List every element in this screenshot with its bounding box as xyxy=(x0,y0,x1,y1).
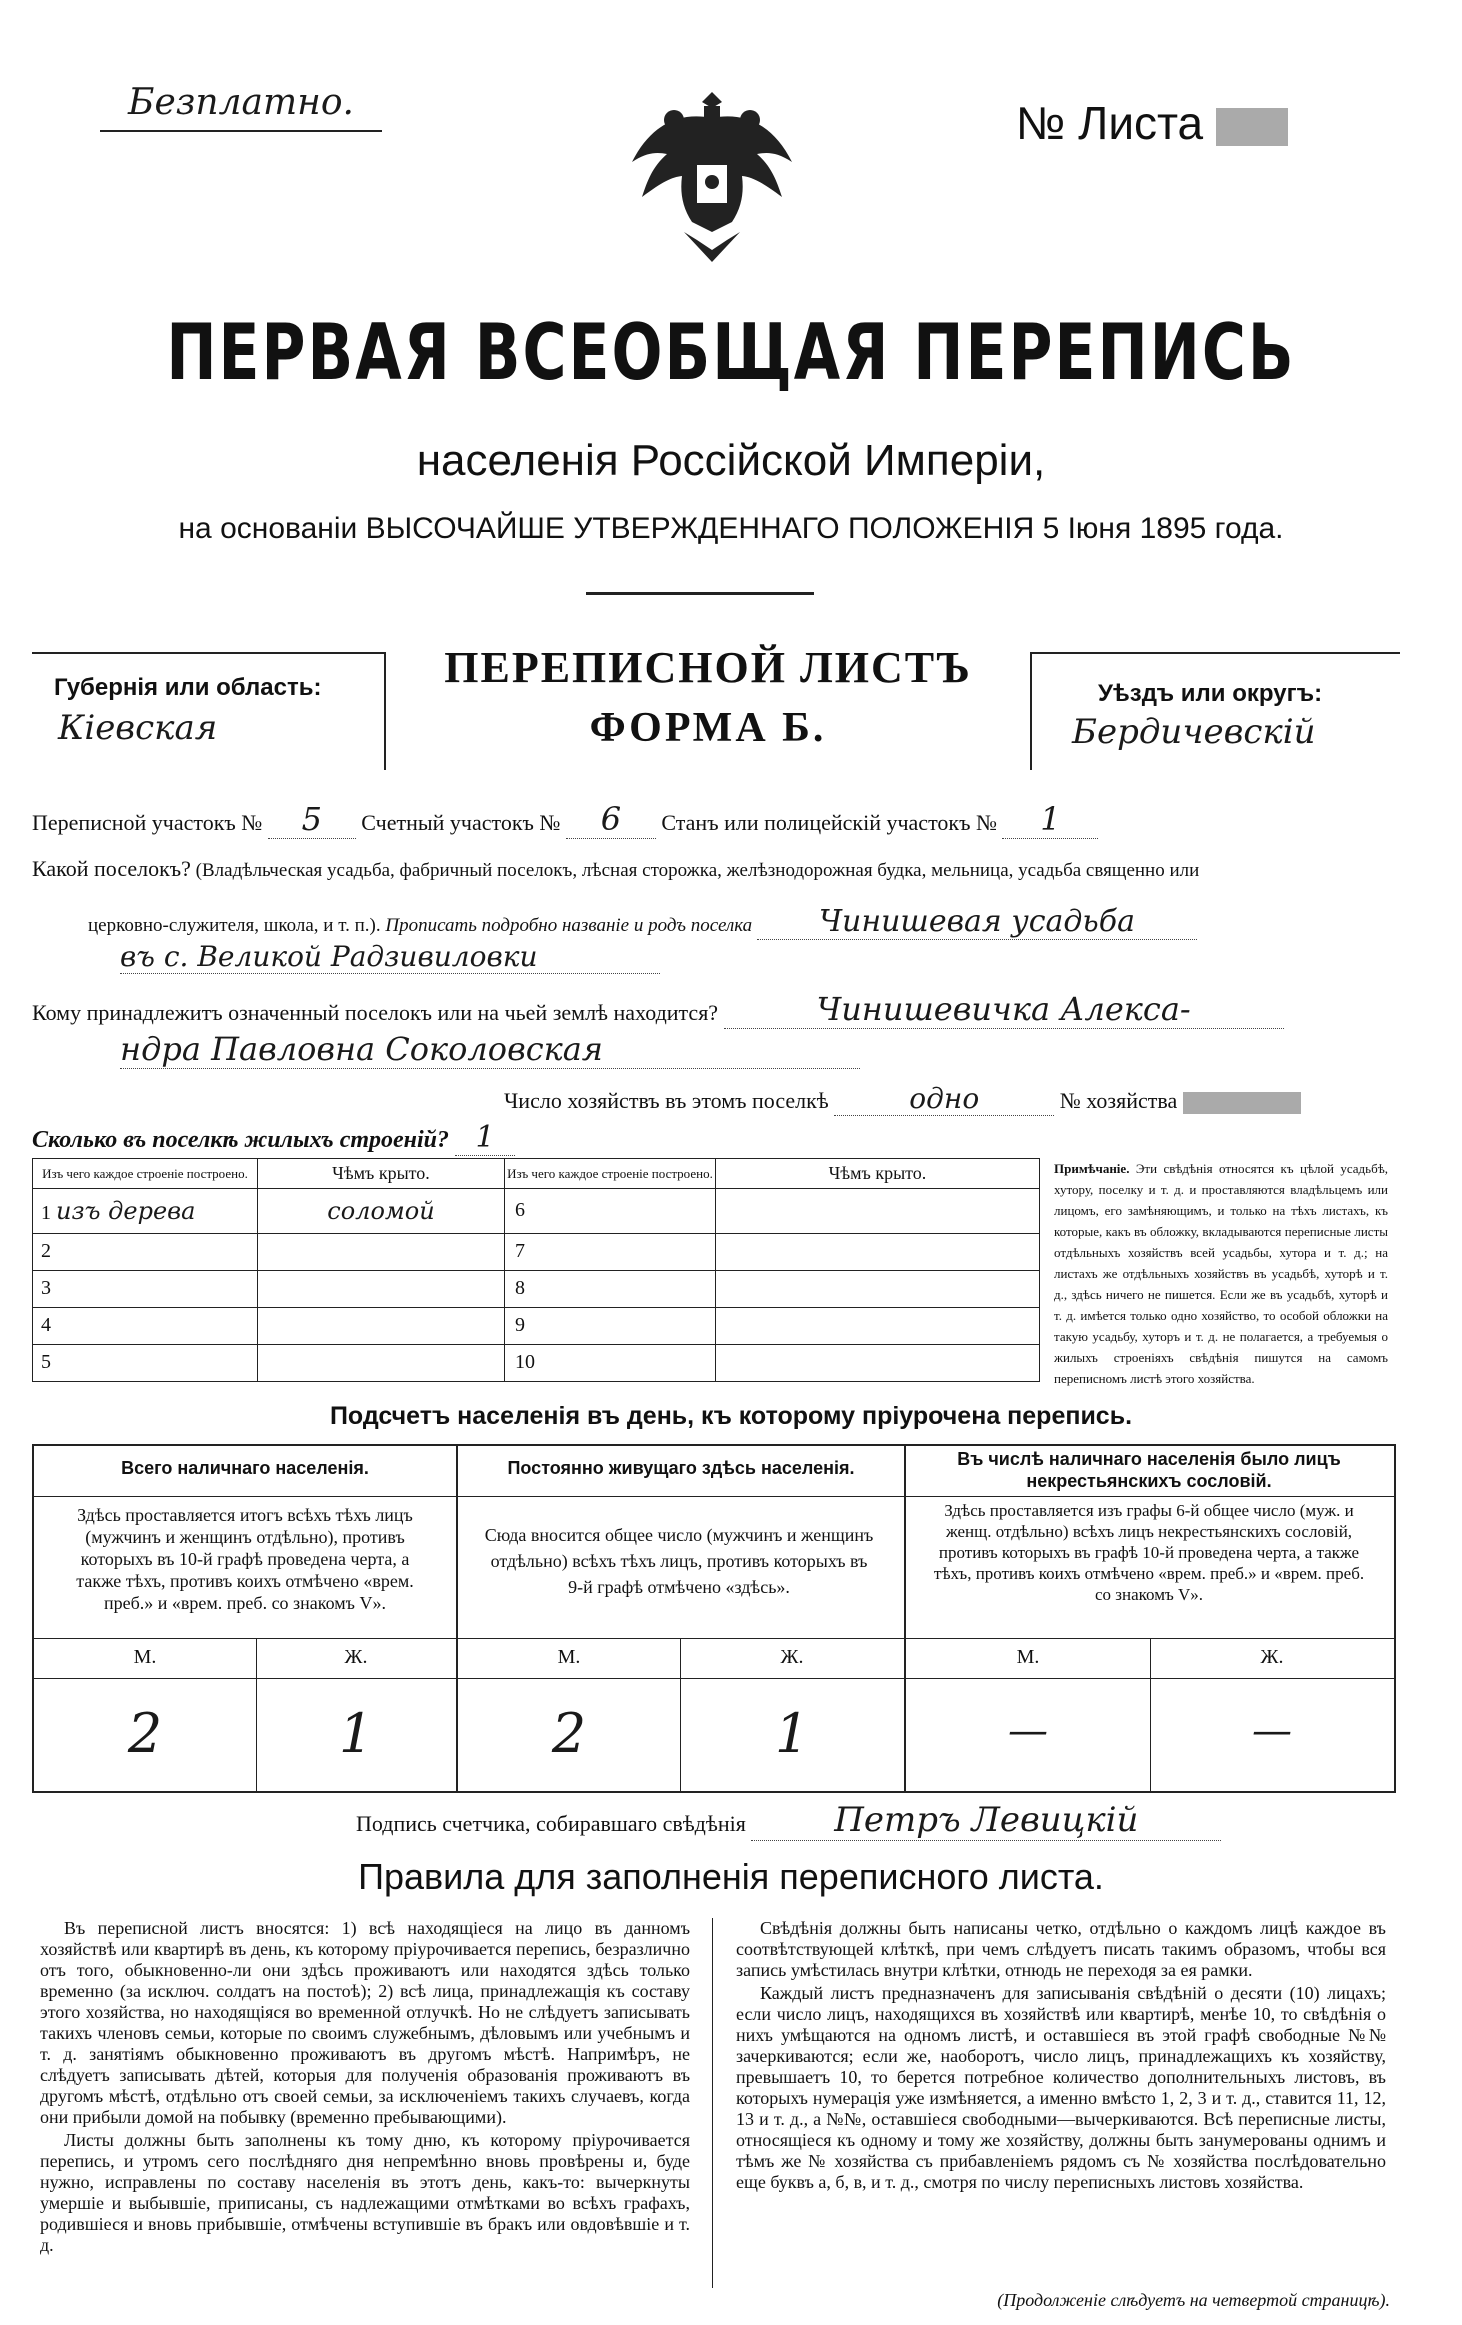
permanent-female-value: 1 xyxy=(774,1702,810,1765)
row-num: 4 xyxy=(33,1307,258,1344)
buildings-line xyxy=(32,1120,832,1156)
row-num: 3 xyxy=(33,1270,258,1307)
note-text: Эти свѣдѣнія относятся къ цѣлой усадьбѣ, хутору, поселку и т. д. и проставляются владѣльцемъ или лицомъ, его замѣняющимъ, и только на тѣхъ листахъ, къ которые, какъ въ обложку, вкладываются переписные листы отдѣльныхъ хозяйствъ всей усадьбы, хутора и т. д.; на листахъ же отдѣльныхъ хозяйствъ въ усадьбѣ, хуторѣ и т. д., здѣсь ничего не пишется. Если же въ усадьбѣ, хуторѣ и т. д. имѣется только одно хозяйство, то особой обложки на такую усадьбу, хуторъ и т. д. не полагается, а требуемыя о жилыхъ строеніяхъ свѣдѣнія пишутся на самомъ переписномъ листѣ этого хозяйства. xyxy=(1054,1161,1388,1386)
signature-label: Подпись счетчика, собиравшаго свѣдѣнія xyxy=(356,1811,746,1836)
row-num: 10 xyxy=(505,1344,716,1381)
row-num: 8 xyxy=(505,1270,716,1307)
gubernia-box xyxy=(32,652,386,770)
table-row xyxy=(33,1270,1040,1307)
gubernia-label: Губернія или область: xyxy=(54,674,322,701)
household-no-value xyxy=(1183,1092,1301,1114)
col3-title: Въ числѣ наличнаго населенія было лицъ некрестьянскихъ сословій. xyxy=(957,1449,1341,1491)
cell-roof xyxy=(716,1307,1040,1344)
table-row xyxy=(33,1344,1040,1381)
poselok-line-2 xyxy=(88,904,1388,940)
signature-line xyxy=(356,1800,1396,1841)
col-material-header: Изъ чего каждое строеніе построено. xyxy=(33,1159,258,1189)
col-material-header-2: Изъ чего каждое строеніе построено. xyxy=(505,1159,716,1189)
buildings-table xyxy=(32,1158,1040,1382)
poselok-value-1: Чинишевая усадьба xyxy=(757,904,1197,940)
poselok-hint-1: (Владѣльческая усадьба, фабричный поселокъ, лѣсная сторожка, желѣзнодорожная будка, мельница, усадьба священно или xyxy=(195,860,1200,881)
row-num: 2 xyxy=(33,1233,258,1270)
signature-value: Петръ Левицкій xyxy=(751,1800,1221,1841)
cell-material: изъ дерева xyxy=(56,1196,196,1225)
f-label-2: Ж. xyxy=(780,1646,804,1668)
perepis-uchastok-value: 5 xyxy=(268,800,356,839)
col2-title: Постоянно живущаго здѣсь населенія. xyxy=(507,1458,855,1478)
table-row xyxy=(33,1189,1040,1234)
household-no-label: № хозяйства xyxy=(1059,1088,1178,1113)
poselok-instruction: Прописать подробно названіе и родъ поселка xyxy=(385,915,753,936)
cell-roof xyxy=(258,1344,505,1381)
title-divider xyxy=(586,592,814,595)
m-label-3: М. xyxy=(1016,1646,1040,1668)
rules-right-paragraph-2: Каждый листъ предназначенъ для записыванія свѣдѣній о десяти (10) лицахъ; если число лицъ, находящихся въ хозяйствѣ или квартирѣ, менѣе 10, то свѣдѣнія о нихъ умѣщаются на одномъ листѣ, и оставшіеся въ этой графѣ свободные №№ зачеркиваются; если же, наоборотъ, число лицъ, принадлежащихъ къ хозяйству, превышаетъ 10, то берется потребное количество дополнительныхъ листовъ, въ которыхъ нумерація уже измѣняется, а именно вмѣсто 1, 2, 3 и т. д., ставится 11, 12, 13 и т. д., а №№, оставшіеся свободными—вычеркиваются. Всѣ переписные листы, относящіеся къ одному и тому же хозяйству, должны быть занумерованы однимъ и тѣмъ же № хозяйства съ прибавленіемъ рядомъ съ № хозяйства послѣдовательно еще буквъ а, б, в, и т. д., смотря по числу переписныхъ листовъ хозяйства. xyxy=(736,1983,1386,2192)
col-roof-header-2: Чѣмъ крыто. xyxy=(716,1159,1040,1189)
form-title: ПЕРЕПИСНОЙ ЛИСТЪ xyxy=(444,643,972,692)
population-title: Подсчетъ населенія въ день, къ которому пріурочена перепись. xyxy=(329,1402,1133,1430)
uezd-label: Уѣздъ или округъ: xyxy=(1098,680,1323,707)
owner-label: Кому принадлежитъ означенный поселокъ или на чьей землѣ находится? xyxy=(32,1000,719,1025)
total-male-value: 2 xyxy=(127,1702,163,1765)
households-label: Число хозяйствъ въ этомъ поселкѣ xyxy=(504,1088,829,1113)
row-num: 7 xyxy=(505,1233,716,1270)
rules-title: Правила для заполненія переписного листа. xyxy=(358,1856,1104,1897)
cell-roof xyxy=(258,1233,505,1270)
rules-continued: (Продолженіе слѣдуетъ на четвертой страницѣ). xyxy=(997,2290,1390,2310)
row-num: 9 xyxy=(505,1307,716,1344)
sheet-number-value xyxy=(1216,108,1288,146)
col1-title: Всего наличнаго населенія. xyxy=(121,1458,369,1478)
nonpeasant-female-value: — xyxy=(1252,1708,1292,1754)
row-num: 1 xyxy=(41,1201,51,1224)
rules-left-column xyxy=(40,1918,690,2258)
cell-roof xyxy=(716,1189,1040,1234)
col1-desc: Здѣсь проставляется итогъ всѣхъ тѣхъ лицъ (мужчинъ и женщинъ отдѣльно), противъ которыхъ въ 10-й графѣ проведена черта, а также тѣхъ, противъ коихъ отмѣчено «врем. преб.» и «врем. преб. со знакомъ V». xyxy=(76,1505,414,1613)
poselok-value-2: въ с. Великой Радзивиловки xyxy=(120,940,660,974)
form-name: ФОРМА Б. xyxy=(589,705,827,751)
cell-roof xyxy=(716,1270,1040,1307)
cell-roof xyxy=(716,1344,1040,1381)
poselok-hint-2: церковно-служителя, школа, и т. п.). xyxy=(88,915,381,936)
table-row xyxy=(33,1307,1040,1344)
perepis-uchastok-label: Переписной участокъ № xyxy=(32,810,263,835)
owner-line xyxy=(32,990,1402,1029)
gubernia-value: Кіевская xyxy=(58,708,218,748)
permanent-male-value: 2 xyxy=(551,1702,587,1765)
col3-desc: Здѣсь проставляется изъ графы 6-й общее число (муж. и женщ. отдѣльно) всѣхъ лицъ некрестьянскихъ сословій, противъ которыхъ въ графѣ 10-й проведена черта, а также тѣхъ, противъ коихъ отмѣчено «врем. преб.» и «врем. преб. со знакомъ V». xyxy=(933,1501,1365,1604)
rules-column-divider xyxy=(712,1918,713,2288)
poselok-line-1 xyxy=(32,856,1402,882)
page-subtitle: населенія Россійской Имперіи, xyxy=(416,436,1046,485)
buildings-label: Сколько въ поселкѣ жилыхъ строеній? xyxy=(32,1127,449,1153)
basis-line: на основаніи ВЫСОЧАЙШЕ УТВЕРЖДЕННАГО ПОЛОЖЕНІЯ 5 Іюня 1895 года. xyxy=(178,512,1284,545)
cell-roof xyxy=(258,1307,505,1344)
table-row xyxy=(33,1233,1040,1270)
schetny-value: 6 xyxy=(566,800,656,839)
rules-right-column xyxy=(736,1918,1386,2195)
stan-label: Станъ или полицейскій участокъ № xyxy=(661,810,997,835)
buildings-value: 1 xyxy=(455,1120,515,1156)
uchastok-line xyxy=(32,800,1392,839)
row-num: 5 xyxy=(33,1344,258,1381)
households-line xyxy=(504,1082,1404,1116)
f-label-3: Ж. xyxy=(1260,1646,1284,1668)
m-label-1: М. xyxy=(133,1646,157,1668)
poselok-label: Какой поселокъ? xyxy=(32,856,191,881)
sheet-number xyxy=(1016,96,1288,150)
page-title: ПЕРВАЯ ВСЕОБЩАЯ ПЕРЕПИСЬ xyxy=(166,307,1296,399)
f-label-1: Ж. xyxy=(344,1646,368,1668)
note-block xyxy=(1054,1158,1388,1389)
rules-left-paragraph-1: Въ переписной листъ вносятся: 1) всѣ находящіеся на лицо въ данномъ хозяйствѣ или квартирѣ въ день, къ которому пріурочивается перепись, безразлично отъ того, обыкновенно-ли они здѣсь проживаютъ или находятся здѣсь только временно (за исключ. солдатъ на постоѣ); 2) всѣ лица, принадлежащія къ составу этого хозяйства, но находящіяся во временной отлучкѣ. Но не слѣдуетъ записывать такихъ членовъ семьи, которые по своимъ служебнымъ, дѣловымъ или учебнымъ и т. д. занятіямъ обыкновенно проживаютъ въ другомъ мѣстѣ. Напримѣръ, не слѣдуетъ записывать дѣтей, которыя для полученія образованія проживаютъ въ другомъ мѣстѣ, отдѣльно отъ своей семьи, за исключеніемъ такихъ случаевъ, когда они прибыли домой на побывку (временно пребывающими). xyxy=(40,1918,690,2127)
double-headed-eagle-emblem xyxy=(612,72,812,282)
col-roof-header: Чѣмъ крыто. xyxy=(258,1159,505,1189)
stan-value: 1 xyxy=(1002,800,1098,839)
owner-value-2: ндра Павловна Соколовская xyxy=(120,1030,860,1069)
total-female-value: 1 xyxy=(338,1702,374,1765)
sheet-number-label: № Листа xyxy=(1016,97,1204,149)
rules-left-paragraph-2: Листы должны быть заполнены къ тому дню, къ которому пріурочивается перепись, и утромъ сего послѣдняго дня непремѣнно вновь провѣрены и, буде нужно, исправлены по составу населенія въ этотъ день, какъ-то: вычеркнуты умершіе и выбывшіе, приписаны, съ надлежащими отмѣтками во всѣхъ графахъ, родившіеся и вновь прибывшіе, отмѣчены вступившіе въ бракъ или овдовѣвшіе и т. д. xyxy=(40,2130,690,2255)
free-label-underline xyxy=(100,130,382,132)
rules-right-paragraph-1: Свѣдѣнія должны быть написаны четко, отдѣльно о каждомъ лицѣ каждое въ соотвѣтствующей клѣткѣ, при чемъ слѣдуетъ писать такимъ образомъ, чтобы вся запись умѣстилась внутри клѣтки, отнюдь не переходя за ея рамки. xyxy=(736,1918,1386,1980)
nonpeasant-male-value: — xyxy=(1008,1708,1048,1754)
uezd-box xyxy=(1030,652,1400,770)
schetny-label: Счетный участокъ № xyxy=(361,810,561,835)
cell-roof xyxy=(716,1233,1040,1270)
row-num: 6 xyxy=(505,1189,716,1234)
note-label: Примѣчаніе. xyxy=(1054,1161,1130,1176)
cell-roof xyxy=(258,1270,505,1307)
uezd-value: Бердичевскій xyxy=(1072,712,1316,752)
free-label: Безплатно. xyxy=(128,82,354,123)
population-table xyxy=(32,1444,1396,1793)
m-label-2: М. xyxy=(557,1646,581,1668)
col2-desc: Сюда вносится общее число (мужчинъ и женщинъ отдѣльно) всѣхъ тѣхъ лицъ, противъ которыхъ въ 9-й графѣ отмѣчено «здѣсь». xyxy=(484,1525,874,1597)
owner-value-1: Чинишевичка Алекса- xyxy=(724,990,1284,1029)
cell-roof: соломой xyxy=(258,1189,505,1234)
households-value: одно xyxy=(834,1082,1054,1116)
